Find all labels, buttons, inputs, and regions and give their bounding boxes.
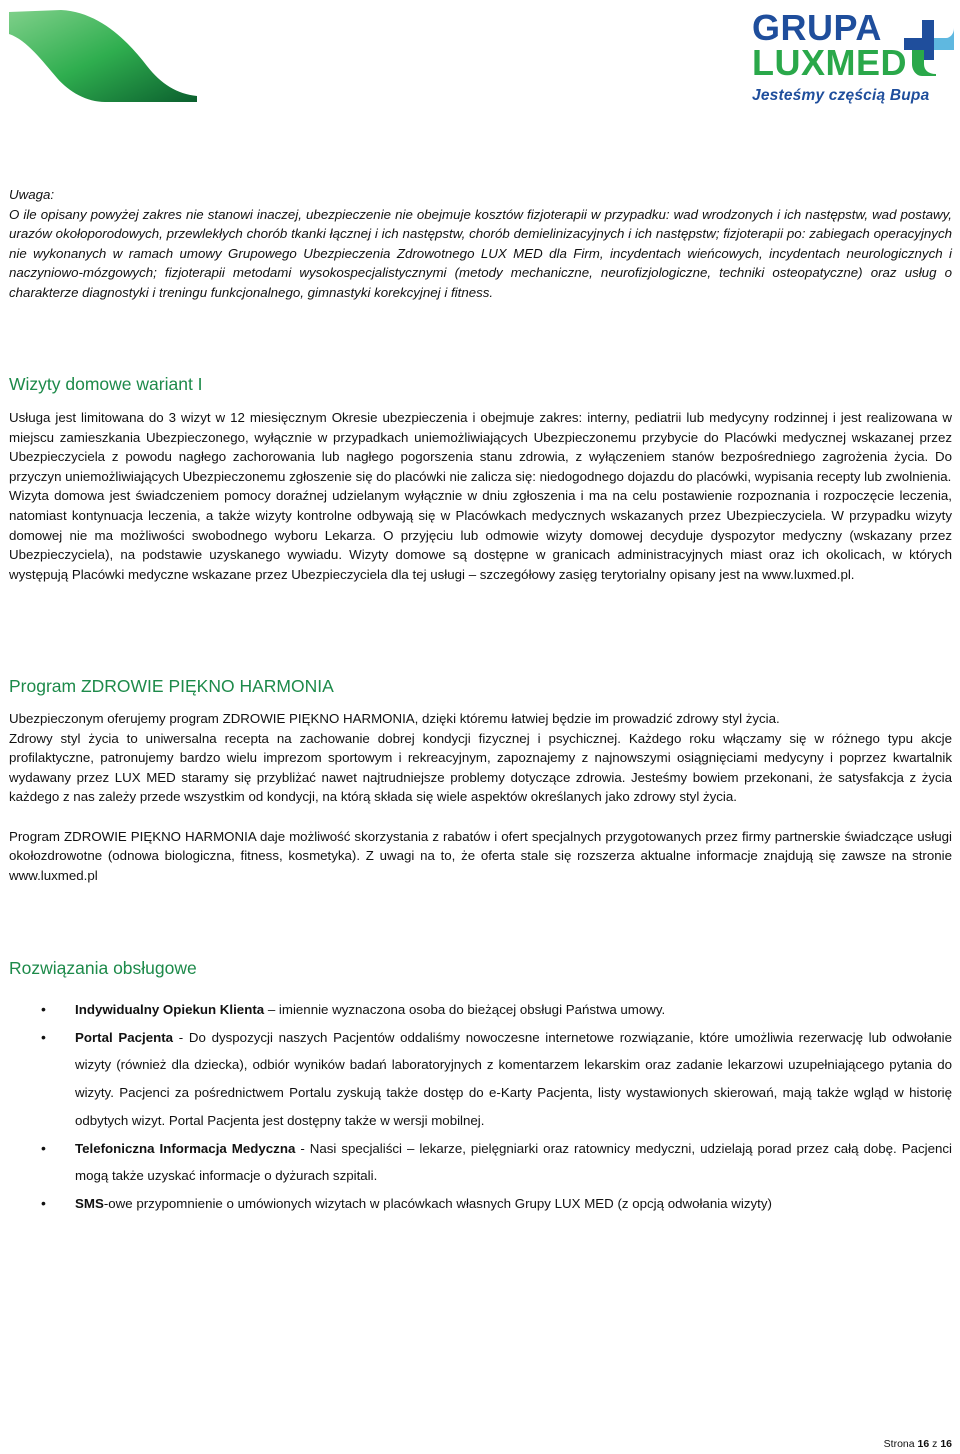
swoosh-graphic — [9, 10, 197, 102]
page-prefix: Strona — [883, 1438, 915, 1450]
home-visits-paragraph-1: Usługa jest limitowana do 3 wizyt w 12 miesięcznym Okresie ubezpieczenia i obejmuje zakres: interny, pediatrii lub medycyny rodzinnej i jest realizowana w miejscu zamieszkania Ubezpieczonego, wyłącznie w przypadkach uniemożliwiających Ubezpieczonemu przybycie do Placówki medycznej wskazanej przez Ubezpieczyciela z powodu nagłego zachorowania lub nagłego pogorszenia stanu zdrowia, z wyłączeniem stanów bezpośredniego zagrożenia życia. Do przyczyn uniemożliwiających Ubezpieczonemu zgłoszenie się do placówki nie zalicza się: niedogodnego dojazdu do placówki, wypisania recepty lub zwolnienia. — [9, 410, 952, 484]
list-item — [9, 1024, 952, 1135]
page-current: 16 — [917, 1438, 930, 1450]
home-visits-heading: Wizyty domowe wariant I — [9, 374, 203, 394]
list-item-title: Portal Pacjenta — [75, 1029, 174, 1045]
bullet-icon: • — [41, 1028, 46, 1045]
logo-grupa-text: GRUPA — [752, 7, 882, 48]
note-section — [9, 185, 952, 303]
service-list-wrapper — [9, 996, 952, 1218]
bullet-icon: • — [41, 1194, 46, 1211]
program-paragraph-2: Zdrowy styl życia to uniwersalna recepta na zachowanie dobrej kondycji fizycznej i psychicznej. Każdego roku włączamy się w różnego typu akcje profilaktyczne, patronujemy bardzo wielu imprezom sportowym i rekreacyjnym, zapoznajemy z najnowszymi osiągnięciami medycyny i poprzez kwartalnik wydawany przez LUX MED staramy się przybliżać nawet najtrudniejsze problemy dotyczące zdrowia. Jesteśmy bowiem przekonani, że satysfakcja z życia każdego z nas zależy przede wszystkim od kondycji, na którą składa się wiele aspektów określanych jako zdrowy styl życia. — [9, 730, 952, 805]
list-item-title: Indywidualny Opiekun Klienta — [75, 1002, 265, 1017]
logo-tagline: Jesteśmy częścią Bupa — [752, 87, 930, 104]
bullet-icon: • — [41, 1139, 46, 1156]
program-heading: Program ZDROWIE PIĘKNO HARMONIA — [9, 676, 334, 696]
service-list — [9, 996, 952, 1218]
home-visits-section — [9, 373, 952, 395]
list-item — [9, 1190, 952, 1218]
bullet-icon: • — [41, 1001, 46, 1017]
note-text: O ile opisany powyżej zakres nie stanowi inaczej, ubezpieczenie nie obejmuje kosztów fizjoterapii w przypadku: wad wrodzonych i ich następstw, wad postawy, urazów okołoporodowych, przewlekłych chorób tkanki łącznej i ich następstw, chorób demielinizacyjnych i ich następstw; fizjoterapii po: zabiegach operacyjnych nie wykonanych w ramach umowy Grupowego Ubezpieczenia Zdrowotnego LUX MED dla Firm, incydentach wieńcowych, incydentach neurologicznych i naczyniowo-mózgowych; fizjoterapii metodami wysokospecjalistycznymi (metody mechaniczne, neurofizjologiczne, techniki osteopatyczne) oraz usług o charakterze diagnostyki i treningu funkcjonalnego, gimnastyki korekcyjnej i fitness. — [9, 206, 952, 300]
program-paragraph-1: Ubezpieczonym oferujemy program ZDROWIE PIĘKNO HARMONIA, dzięki któremu łatwiej będzie im prowadzić zdrowy styl życia. — [9, 711, 780, 726]
list-item — [9, 996, 952, 1024]
program-body — [9, 709, 952, 885]
left-logo-swoosh — [9, 10, 197, 102]
home-visits-paragraph-2: Wizyta domowa jest świadczeniem pomocy doraźnej udzielanym wyłącznie w dniu zgłoszenia i ma na celu postawienie rozpoznania i rozpoczęcie leczenia, natomiast kontynuacja leczenia, a także wizyty kontrolne odbywają się w Placówkach medycznych wskazanych przez Ubezpieczyciela. W przypadku wizyty domowej nie ma możliwości swobodnego wyboru Lekarza. O przyjęciu lub odmowie wizyty domowej decyduje dyspozytor medyczny (wskazany przez Ubezpieczyciela), na podstawie uzyskanego wywiadu. Wizyty domowe są dostępne w granicach administracyjnych miast oraz ich okolicach, w których występują Placówki medyczne wskazane przez Ubezpieczyciela dla tej usługi – szczegółowy zasięg terytorialny opisany jest na www.luxmed.pl. — [9, 488, 952, 582]
list-item-title: Telefoniczna Informacja Medyczna — [75, 1140, 296, 1156]
service-section — [9, 957, 952, 979]
list-item-text: -owe przypomnienie o umówionych wizytach w placówkach własnych Grupy LUX MED (z opcją odwołania wizyty) — [103, 1195, 772, 1211]
page-total: 16 — [940, 1438, 952, 1450]
logo-luxmed-text: LUXMED — [752, 42, 907, 83]
list-item-text: - Do dyspozycji naszych Pacjentów oddaliśmy nowoczesne internetowe rozwiązanie, które umożliwia rezerwację lub odwołanie wizyty (również dla dziecka), odbiór wyników badań laboratoryjnych z komentarzem lekarskim oraz zadanie lekarzowi uzupełniającego pytania do wizyty. Pacjenci za pośrednictwem Portalu zyskują także dostęp do e-Karty Pacjenta, listy wystawionych skierowań, mają także wgląd w historię odbytych wizyt. Portal Pacjenta jest dostępny także w wersji mobilnej. — [75, 1029, 952, 1128]
list-item-text: – imiennie wyznaczona osoba do bieżącej obsługi Państwa umowy. — [264, 1002, 666, 1017]
program-paragraph-3: Program ZDROWIE PIĘKNO HARMONIA daje możliwość skorzystania z rabatów i ofert specjalnych przygotowanych przez firmy partnerskie świadczące usługi okołozdrowotne (odnowa biologiczna, fitness, kosmetyka). Z uwagi na to, że oferta stale się rozszerza aktualne informacje znajdują się zawsze na stronie www.luxmed.pl — [9, 828, 952, 883]
luxmed-cross-icon — [902, 20, 954, 76]
service-heading: Rozwiązania obsługowe — [9, 958, 197, 978]
page-number — [884, 1438, 952, 1450]
list-item-text: - Nasi specjaliści – lekarze, pielęgniarki oraz ratownicy medyczni, udzielają porad przez całą dobę. Pacjenci mogą także uzyskać informacje o dyżurach szpitali. — [75, 1140, 952, 1184]
note-label: Uwaga: — [9, 187, 55, 202]
home-visits-body — [9, 408, 952, 584]
list-item — [9, 1135, 952, 1190]
page-sep: z — [932, 1438, 938, 1450]
list-item-title: SMS — [75, 1195, 104, 1211]
luxmed-logo — [752, 8, 954, 108]
program-section — [9, 675, 952, 697]
